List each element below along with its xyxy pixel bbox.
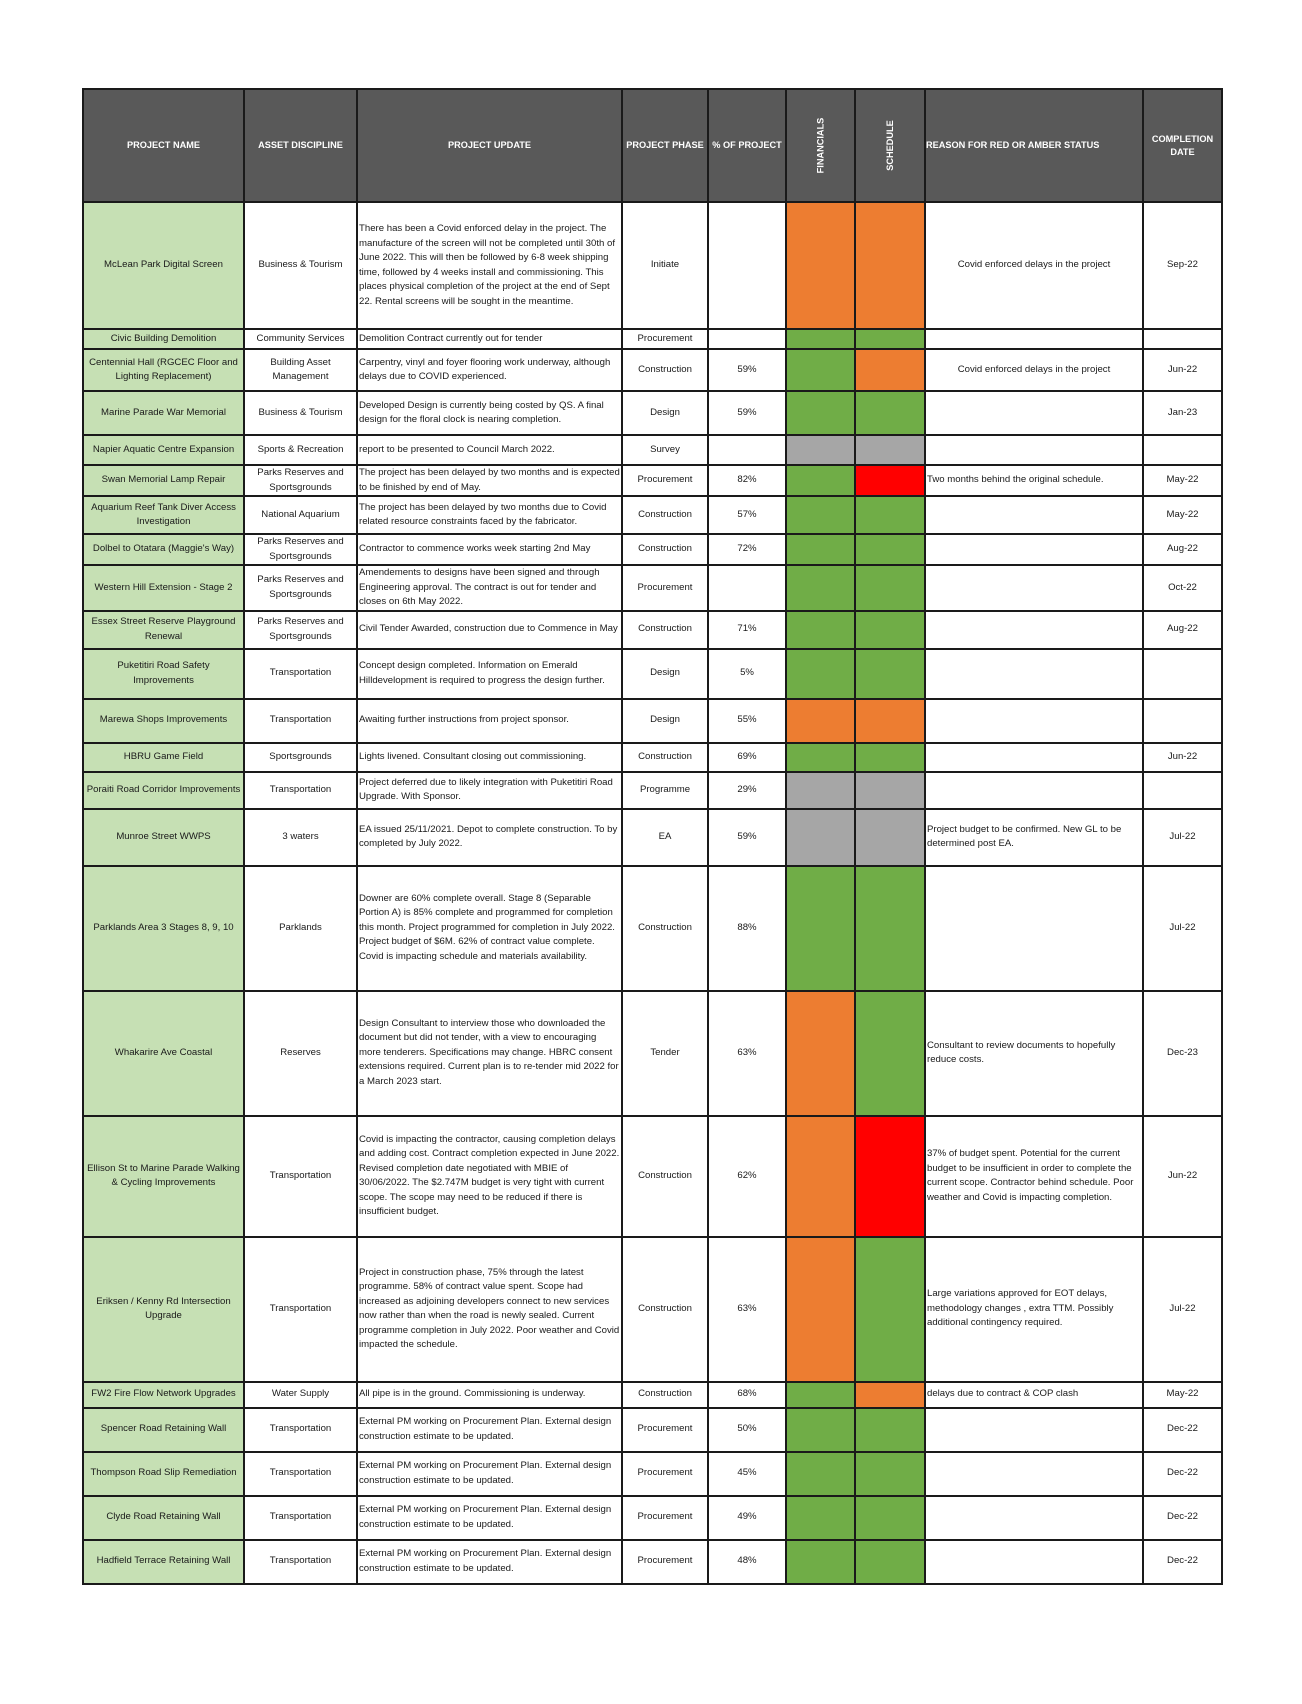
financials-status-cell (786, 465, 855, 496)
schedule-status-cell (855, 465, 925, 496)
project-phase-cell: Design (622, 699, 708, 743)
reason-cell: Project budget to be confirmed. New GL to be determined post EA. (925, 809, 1143, 866)
reason-cell (925, 1452, 1143, 1496)
project-phase-cell: Design (622, 649, 708, 699)
reason-cell (925, 611, 1143, 649)
asset-discipline-cell: Sports & Recreation (244, 435, 357, 465)
reason-cell (925, 391, 1143, 435)
pct-project-cell: 59% (708, 349, 786, 391)
financials-status-cell (786, 534, 855, 565)
completion-date-cell: Dec-22 (1143, 1452, 1222, 1496)
project-update-cell: EA issued 25/11/2021. Depot to complete construction. To by completed by July 2022. (357, 809, 622, 866)
asset-discipline-cell: Water Supply (244, 1382, 357, 1408)
financials-status-cell (786, 435, 855, 465)
asset-discipline-cell: Building Asset Management (244, 349, 357, 391)
financials-status-cell (786, 649, 855, 699)
completion-date-cell: Oct-22 (1143, 565, 1222, 611)
project-phase-cell: Procurement (622, 1452, 708, 1496)
project-phase-cell: Survey (622, 435, 708, 465)
schedule-status-cell (855, 809, 925, 866)
completion-date-cell (1143, 699, 1222, 743)
reason-cell (925, 565, 1143, 611)
asset-discipline-cell: Parklands (244, 866, 357, 991)
table-row (83, 1408, 1222, 1452)
completion-date-cell: May-22 (1143, 1382, 1222, 1408)
project-phase-cell: Construction (622, 349, 708, 391)
schedule-status-cell (855, 866, 925, 991)
completion-date-cell: Sep-22 (1143, 202, 1222, 329)
asset-discipline-cell: Transportation (244, 1237, 357, 1382)
pct-project-cell: 57% (708, 496, 786, 534)
financials-status-cell (786, 349, 855, 391)
project-update-cell: External PM working on Procurement Plan. External design construction estimate to be updated. (357, 1452, 622, 1496)
completion-date-cell: Aug-22 (1143, 611, 1222, 649)
schedule-status-cell (855, 435, 925, 465)
table-row (83, 465, 1222, 496)
project-phase-cell: Programme (622, 772, 708, 809)
table-row (83, 743, 1222, 772)
project-name-cell: Ellison St to Marine Parade Walking & Cycling Improvements (83, 1116, 244, 1237)
financials-status-cell (786, 699, 855, 743)
pct-project-cell: 88% (708, 866, 786, 991)
completion-date-cell: Aug-22 (1143, 534, 1222, 565)
completion-date-cell: Jun-22 (1143, 743, 1222, 772)
reason-cell (925, 496, 1143, 534)
project-update-cell: Project in construction phase, 75% through the latest programme. 58% of contract value spent. Scope had increased as adjoining developers connect to new services now rather than when the road is newly sealed. Current programme completion in July 2022. Poor weather and Covid impacted the schedule. (357, 1237, 622, 1382)
pct-project-cell: 72% (708, 534, 786, 565)
header-schedule-label: SCHEDULE (884, 120, 895, 171)
header-row (83, 89, 1222, 202)
project-name-cell: Marine Parade War Memorial (83, 391, 244, 435)
pct-project-cell: 49% (708, 1496, 786, 1540)
asset-discipline-cell: Sportsgrounds (244, 743, 357, 772)
schedule-status-cell (855, 534, 925, 565)
project-phase-cell: Procurement (622, 1540, 708, 1584)
header-schedule (855, 89, 925, 202)
schedule-status-cell (855, 202, 925, 329)
pct-project-cell: 71% (708, 611, 786, 649)
schedule-status-cell (855, 329, 925, 349)
project-name-cell: FW2 Fire Flow Network Upgrades (83, 1382, 244, 1408)
project-update-cell: Design Consultant to interview those who downloaded the document but did not tender, with a view to encouraging more tenderers. Specifications may change. HBRC consent extensions required. Current plan is to re-tender mid 2022 for a March 2023 start. (357, 991, 622, 1116)
project-phase-cell: Procurement (622, 465, 708, 496)
table-row (83, 202, 1222, 329)
reason-cell (925, 1540, 1143, 1584)
reason-cell: Covid enforced delays in the project (925, 349, 1143, 391)
financials-status-cell (786, 391, 855, 435)
project-phase-cell: Initiate (622, 202, 708, 329)
completion-date-cell: May-22 (1143, 496, 1222, 534)
financials-status-cell (786, 611, 855, 649)
asset-discipline-cell: Parks Reserves and Sportsgrounds (244, 465, 357, 496)
completion-date-cell: Jul-22 (1143, 866, 1222, 991)
project-phase-cell: Procurement (622, 329, 708, 349)
project-name-cell: Aquarium Reef Tank Diver Access Investigation (83, 496, 244, 534)
table-row (83, 611, 1222, 649)
project-name-cell: Eriksen / Kenny Rd Intersection Upgrade (83, 1237, 244, 1382)
table-row (83, 1382, 1222, 1408)
pct-project-cell: 48% (708, 1540, 786, 1584)
project-name-cell: HBRU Game Field (83, 743, 244, 772)
financials-status-cell (786, 1496, 855, 1540)
pct-project-cell (708, 435, 786, 465)
schedule-status-cell (855, 1237, 925, 1382)
financials-status-cell (786, 202, 855, 329)
project-name-cell: Marewa Shops Improvements (83, 699, 244, 743)
pct-project-cell: 68% (708, 1382, 786, 1408)
schedule-status-cell (855, 699, 925, 743)
completion-date-cell: Dec-22 (1143, 1540, 1222, 1584)
reason-cell: Large variations approved for EOT delays, methodology changes , extra TTM. Possibly additional contingency required. (925, 1237, 1143, 1382)
project-update-cell: Awaiting further instructions from project sponsor. (357, 699, 622, 743)
project-name-cell: Swan Memorial Lamp Repair (83, 465, 244, 496)
project-update-cell: There has been a Covid enforced delay in the project. The manufacture of the screen will not be completed until 30th of June 2022. This will then be followed by 6-8 week shipping time, followed by 4 weeks install and commissioning. This places physical completion of the project at the end of Sept 22. Rental screens will be sought in the meantime. (357, 202, 622, 329)
table-row (83, 565, 1222, 611)
pct-project-cell: 59% (708, 391, 786, 435)
schedule-status-cell (855, 1540, 925, 1584)
completion-date-cell: Jul-22 (1143, 1237, 1222, 1382)
completion-date-cell (1143, 772, 1222, 809)
pct-project-cell: 5% (708, 649, 786, 699)
asset-discipline-cell: Reserves (244, 991, 357, 1116)
reason-cell (925, 534, 1143, 565)
financials-status-cell (786, 1540, 855, 1584)
table-row (83, 329, 1222, 349)
project-update-cell: External PM working on Procurement Plan. External design construction estimate to be updated. (357, 1496, 622, 1540)
completion-date-cell: Jul-22 (1143, 809, 1222, 866)
project-name-cell: Napier Aquatic Centre Expansion (83, 435, 244, 465)
reason-cell (925, 329, 1143, 349)
project-name-cell: Clyde Road Retaining Wall (83, 1496, 244, 1540)
project-update-cell: All pipe is in the ground. Commissioning is underway. (357, 1382, 622, 1408)
project-name-cell: Puketitiri Road Safety Improvements (83, 649, 244, 699)
financials-status-cell (786, 1116, 855, 1237)
project-update-cell: Civil Tender Awarded, construction due to Commence in May (357, 611, 622, 649)
project-phase-cell: Construction (622, 866, 708, 991)
asset-discipline-cell: Transportation (244, 699, 357, 743)
financials-status-cell (786, 991, 855, 1116)
asset-discipline-cell: Transportation (244, 1540, 357, 1584)
project-update-cell: The project has been delayed by two months due to Covid related resource constraints faced by the fabricator. (357, 496, 622, 534)
pct-project-cell (708, 202, 786, 329)
reason-cell: Covid enforced delays in the project (925, 202, 1143, 329)
schedule-status-cell (855, 611, 925, 649)
table-row (83, 349, 1222, 391)
pct-project-cell: 50% (708, 1408, 786, 1452)
project-phase-cell: EA (622, 809, 708, 866)
project-update-cell: report to be presented to Council March 2022. (357, 435, 622, 465)
reason-cell (925, 772, 1143, 809)
financials-status-cell (786, 565, 855, 611)
completion-date-cell (1143, 649, 1222, 699)
table-row (83, 772, 1222, 809)
financials-status-cell (786, 1237, 855, 1382)
project-phase-cell: Construction (622, 743, 708, 772)
header-financials (786, 89, 855, 202)
project-name-cell: Essex Street Reserve Playground Renewal (83, 611, 244, 649)
completion-date-cell: May-22 (1143, 465, 1222, 496)
schedule-status-cell (855, 1452, 925, 1496)
project-name-cell: Spencer Road Retaining Wall (83, 1408, 244, 1452)
table-row (83, 991, 1222, 1116)
project-name-cell: Parklands Area 3 Stages 8, 9, 10 (83, 866, 244, 991)
pct-project-cell: 82% (708, 465, 786, 496)
completion-date-cell: Jan-23 (1143, 391, 1222, 435)
asset-discipline-cell: Business & Tourism (244, 202, 357, 329)
reason-cell: Consultant to review documents to hopefully reduce costs. (925, 991, 1143, 1116)
schedule-status-cell (855, 1496, 925, 1540)
project-name-cell: Dolbel to Otatara (Maggie's Way) (83, 534, 244, 565)
financials-status-cell (786, 743, 855, 772)
schedule-status-cell (855, 772, 925, 809)
reason-cell (925, 1408, 1143, 1452)
project-update-cell: External PM working on Procurement Plan. External design construction estimate to be updated. (357, 1408, 622, 1452)
pct-project-cell: 63% (708, 1237, 786, 1382)
project-name-cell: Hadfield Terrace Retaining Wall (83, 1540, 244, 1584)
project-update-cell: Carpentry, vinyl and foyer flooring work underway, although delays due to COVID experienced. (357, 349, 622, 391)
schedule-status-cell (855, 649, 925, 699)
project-name-cell: McLean Park Digital Screen (83, 202, 244, 329)
table-body (83, 202, 1222, 1584)
project-phase-cell: Procurement (622, 1408, 708, 1452)
project-update-cell: The project has been delayed by two months and is expected to be finished by end of May. (357, 465, 622, 496)
reason-cell (925, 866, 1143, 991)
project-name-cell: Thompson Road Slip Remediation (83, 1452, 244, 1496)
project-update-cell: Developed Design is currently being costed by QS. A final design for the floral clock is nearing completion. (357, 391, 622, 435)
asset-discipline-cell: Parks Reserves and Sportsgrounds (244, 565, 357, 611)
schedule-status-cell (855, 349, 925, 391)
table-row (83, 1540, 1222, 1584)
header-project-update: PROJECT UPDATE (357, 89, 622, 202)
reason-cell: 37% of budget spent. Potential for the current budget to be insufficient in order to complete the current scope. Contractor behind schedule. Poor weather and Covid is impacting completion. (925, 1116, 1143, 1237)
project-name-cell: Centennial Hall (RGCEC Floor and Lighting Replacement) (83, 349, 244, 391)
pct-project-cell: 62% (708, 1116, 786, 1237)
reason-cell (925, 699, 1143, 743)
schedule-status-cell (855, 565, 925, 611)
project-update-cell: External PM working on Procurement Plan. External design construction estimate to be updated. (357, 1540, 622, 1584)
table-row (83, 391, 1222, 435)
project-name-cell: Poraiti Road Corridor Improvements (83, 772, 244, 809)
table-row (83, 1496, 1222, 1540)
header-project-phase: PROJECT PHASE (622, 89, 708, 202)
table-row (83, 1237, 1222, 1382)
completion-date-cell: Jun-22 (1143, 349, 1222, 391)
project-update-cell: Concept design completed. Information on Emerald Hilldevelopment is required to progress the design further. (357, 649, 622, 699)
table-row (83, 649, 1222, 699)
header-project-name: PROJECT NAME (83, 89, 244, 202)
pct-project-cell: 63% (708, 991, 786, 1116)
project-phase-cell: Construction (622, 496, 708, 534)
financials-status-cell (786, 866, 855, 991)
project-phase-cell: Procurement (622, 1496, 708, 1540)
financials-status-cell (786, 772, 855, 809)
schedule-status-cell (855, 496, 925, 534)
project-phase-cell: Construction (622, 1382, 708, 1408)
reason-cell (925, 1496, 1143, 1540)
project-update-cell: Demolition Contract currently out for tender (357, 329, 622, 349)
financials-status-cell (786, 496, 855, 534)
asset-discipline-cell: Transportation (244, 772, 357, 809)
project-name-cell: Western Hill Extension - Stage 2 (83, 565, 244, 611)
project-update-cell: Downer are 60% complete overall. Stage 8 (Separable Portion A) is 85% complete and programmed for completion this month. Project programmed for completion in July 2022. Project budget of $6M. 62% of contract value complete. Covid is impacting schedule and materials availability. (357, 866, 622, 991)
pct-project-cell: 59% (708, 809, 786, 866)
schedule-status-cell (855, 1116, 925, 1237)
reason-cell (925, 435, 1143, 465)
project-phase-cell: Construction (622, 1116, 708, 1237)
schedule-status-cell (855, 1408, 925, 1452)
schedule-status-cell (855, 991, 925, 1116)
header-reason: REASON FOR RED OR AMBER STATUS (925, 89, 1143, 202)
project-phase-cell: Design (622, 391, 708, 435)
asset-discipline-cell: Transportation (244, 649, 357, 699)
project-name-cell: Civic Building Demolition (83, 329, 244, 349)
asset-discipline-cell: Community Services (244, 329, 357, 349)
project-update-cell: Covid is impacting the contractor, causing completion delays and adding cost. Contract completion expected in June 2022. Revised completion date negotiated with MBIE of 30/06/2022. The $2.747M budget is very tight with current scope. The scope may need to be reduced if there is insufficient budget. (357, 1116, 622, 1237)
project-name-cell: Whakarire Ave Coastal (83, 991, 244, 1116)
schedule-status-cell (855, 743, 925, 772)
pct-project-cell: 69% (708, 743, 786, 772)
header-asset-discipline: ASSET DISCIPLINE (244, 89, 357, 202)
completion-date-cell (1143, 435, 1222, 465)
project-phase-cell: Construction (622, 534, 708, 565)
project-update-cell: Contractor to commence works week starting 2nd May (357, 534, 622, 565)
project-phase-cell: Tender (622, 991, 708, 1116)
financials-status-cell (786, 809, 855, 866)
pct-project-cell (708, 565, 786, 611)
project-update-cell: Project deferred due to likely integration with Puketitiri Road Upgrade. With Sponsor. (357, 772, 622, 809)
project-update-cell: Lights livened. Consultant closing out commissioning. (357, 743, 622, 772)
financials-status-cell (786, 1408, 855, 1452)
asset-discipline-cell: Transportation (244, 1452, 357, 1496)
table-row (83, 866, 1222, 991)
financials-status-cell (786, 1382, 855, 1408)
header-pct-project: % OF PROJECT (708, 89, 786, 202)
completion-date-cell: Dec-22 (1143, 1408, 1222, 1452)
pct-project-cell: 45% (708, 1452, 786, 1496)
asset-discipline-cell: Transportation (244, 1496, 357, 1540)
reason-cell: delays due to contract & COP clash (925, 1382, 1143, 1408)
table-row (83, 1116, 1222, 1237)
reason-cell: Two months behind the original schedule. (925, 465, 1143, 496)
project-name-cell: Munroe Street WWPS (83, 809, 244, 866)
table-row (83, 435, 1222, 465)
project-phase-cell: Construction (622, 1237, 708, 1382)
completion-date-cell: Dec-22 (1143, 1496, 1222, 1540)
asset-discipline-cell: Business & Tourism (244, 391, 357, 435)
reason-cell (925, 743, 1143, 772)
asset-discipline-cell: Transportation (244, 1408, 357, 1452)
table-row (83, 1452, 1222, 1496)
pct-project-cell: 55% (708, 699, 786, 743)
pct-project-cell: 29% (708, 772, 786, 809)
project-phase-cell: Construction (622, 611, 708, 649)
table-row (83, 809, 1222, 866)
header-completion-date: COMPLETION DATE (1143, 89, 1222, 202)
financials-status-cell (786, 329, 855, 349)
asset-discipline-cell: National Aquarium (244, 496, 357, 534)
asset-discipline-cell: Parks Reserves and Sportsgrounds (244, 534, 357, 565)
project-status-table (82, 88, 1223, 1585)
asset-discipline-cell: Transportation (244, 1116, 357, 1237)
table-row (83, 534, 1222, 565)
completion-date-cell: Jun-22 (1143, 1116, 1222, 1237)
completion-date-cell (1143, 329, 1222, 349)
financials-status-cell (786, 1452, 855, 1496)
asset-discipline-cell: 3 waters (244, 809, 357, 866)
pct-project-cell (708, 329, 786, 349)
table-row (83, 699, 1222, 743)
header-financials-label: FINANCIALS (814, 117, 825, 174)
reason-cell (925, 649, 1143, 699)
asset-discipline-cell: Parks Reserves and Sportsgrounds (244, 611, 357, 649)
completion-date-cell: Dec-23 (1143, 991, 1222, 1116)
table-row (83, 496, 1222, 534)
schedule-status-cell (855, 391, 925, 435)
project-phase-cell: Procurement (622, 565, 708, 611)
project-update-cell: Amendements to designs have been signed and through Engineering approval. The contract is out for tender and closes on 6th May 2022. (357, 565, 622, 611)
schedule-status-cell (855, 1382, 925, 1408)
